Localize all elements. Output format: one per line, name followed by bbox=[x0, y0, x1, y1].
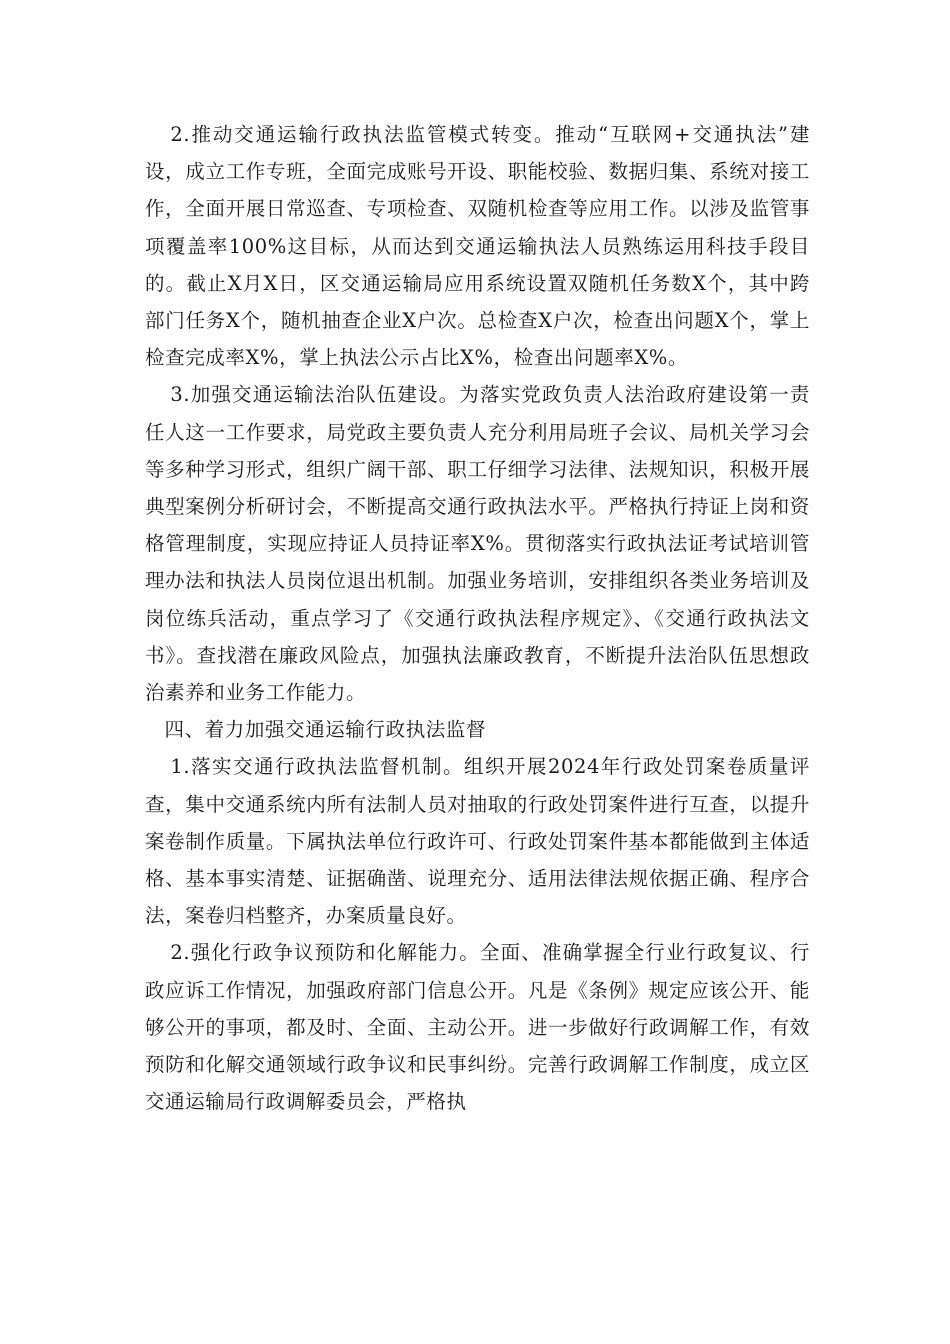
section-heading-supervision: 四、着力加强交通运输行政执法监督 bbox=[164, 718, 487, 742]
paragraph-team-building: 3.加强交通运输法治队伍建设。为落实党政负责人法治政府建设第一责任人这一工作要求，局党政主要负责人充分利用局班子会议、局机关学习会等多种学习形式，组织广阔干部、职工仔细学习法律、法规知识，积极开展典型案例分析研讨会，不断提高交通行政执法水平。严格执行持证上岗和资格管理制度，实现应持证人员持证率X%。贯彻落实行政执法证考试培训管理办法和执法人员岗位退出机制。加强业务培训，安排组织各类业务培训及岗位练兵活动，重点学习了《交通行政执法程序规定》、《交通行政执法文书》。查找潜在廉政风险点，加强执法廉政教育，不断提升法治队伍思想政治素养和业务工作能力。 bbox=[145, 383, 810, 705]
paragraph-supervision-mechanism: 1.落实交通行政执法监督机制。组织开展2024年行政处罚案卷质量评查，集中交通系统内所有法制人员对抽取的行政处罚案件进行互查，以提升案卷制作质量。下属执法单位行政许可、行政处罚案件基本都能做到主体适格、基本事实清楚、证据确凿、说理充分、适用法律法规依据正确、程序合法，案卷归档整齐，办案质量良好。 bbox=[145, 755, 810, 928]
paragraph-dispute-resolution: 2.强化行政争议预防和化解能力。全面、准确掌握全行业行政复议、行政应诉工作情况，加强政府部门信息公开。凡是《条例》规定应该公开、能够公开的事项，都及时、全面、主动公开。进一步做好行政调解工作，有效预防和化解交通领域行政争议和民事纠纷。完善行政调解工作制度，成立区交通运输局行政调解委员会，严格执 bbox=[145, 941, 810, 1114]
document-body bbox=[145, 116, 810, 1120]
paragraph-regulatory-mode: 2.推动交通运输行政执法监管模式转变。推动“互联网+交通执法”建设，成立工作专班，全面完成账号开设、职能校验、数据归集、系统对接工作，全面开展日常巡查、专项检查、双随机检查等应用工作。以涉及监管事项覆盖率100%这目标，从而达到交通运输执法人员熟练运用科技手段目的。截止X月X日，区交通运输局应用系统设置双随机任务数X个，其中跨部门任务X个，随机抽查企业X户次。总检查X户次，检查出问题X个，掌上检查完成率X%，掌上执法公示占比X%，检查出问题率X%。 bbox=[145, 123, 810, 370]
